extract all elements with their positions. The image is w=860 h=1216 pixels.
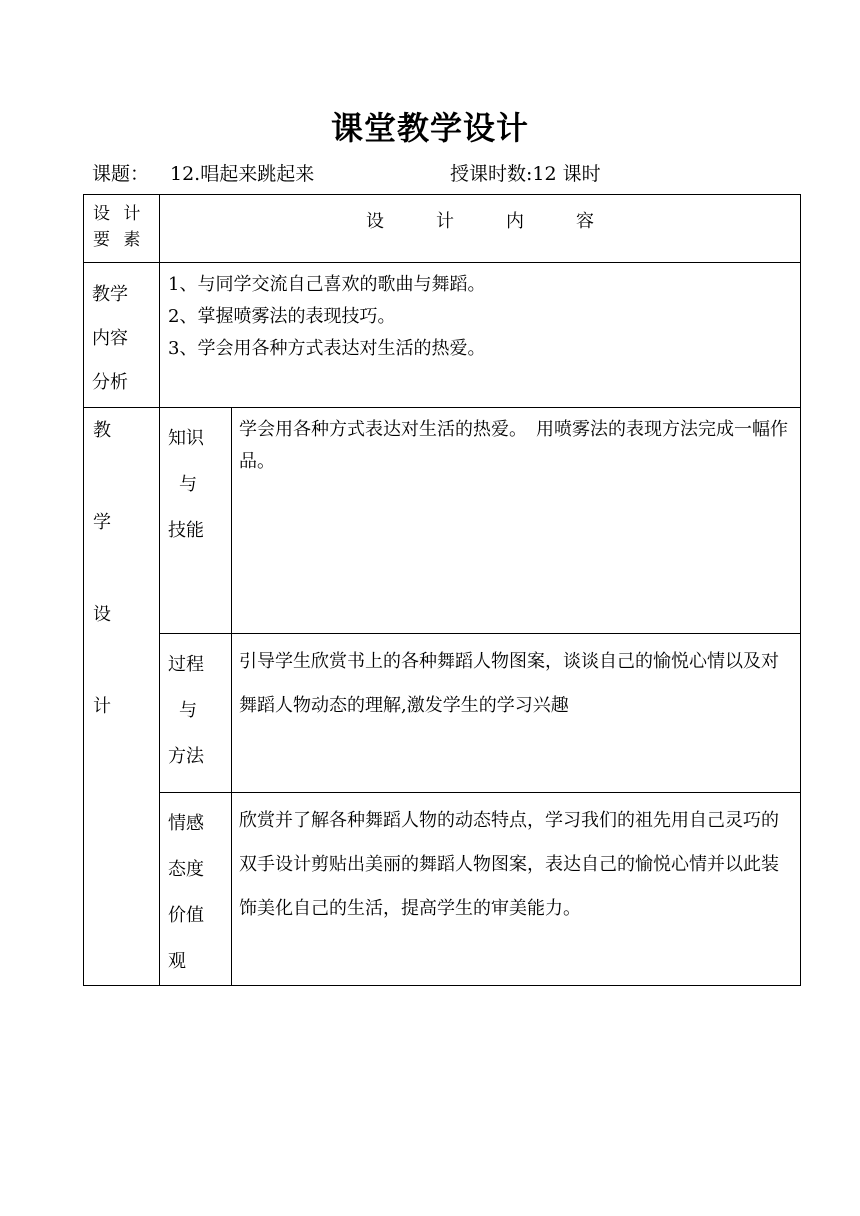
sub-label-line: 价值 [168,905,204,926]
topic-value: 12.唱起来跳起来 [170,163,315,185]
design-label-char: 学 [93,512,111,533]
lesson-hours: 授课时数:12 课时 [450,163,601,185]
analysis-item: 1、与同学交流自己喜欢的歌曲与舞蹈。 [168,274,486,295]
attitude-values-label [160,793,232,986]
teaching-design-label [84,408,160,986]
knowledge-skills-label [160,408,232,634]
attitude-values-content: 欣赏并了解各种舞蹈人物的动态特点，学习我们的祖先用自己灵巧的双手设计剪贴出美丽的舞蹈人物图案，表达自己的愉悦心情并以此装饰美化自己的生活，提高学生的审美能力。 [232,793,801,986]
design-label-char: 教 [93,420,111,441]
lesson-design-table [83,194,801,986]
analysis-item: 2、掌握喷雾法的表现技巧。 [168,306,396,327]
process-method-content: 引导学生欣赏书上的各种舞蹈人物图案，谈谈自己的愉悦心情以及对舞蹈人物动态的理解,激发学生的学习兴趣 [232,634,801,793]
topic-label: 课题： [92,163,150,185]
sub-label-line: 与 [179,474,197,495]
attitude-row [84,793,801,986]
design-element-header [84,195,160,263]
sub-label-line: 观 [168,951,186,972]
sub-label-line: 知识 [168,428,204,449]
sub-label-line: 与 [179,700,197,721]
design-content-header: 设计内容 [160,195,801,263]
design-element-line: 要 素 [93,230,145,250]
analysis-content [160,263,801,408]
sub-label-line: 方法 [168,746,204,767]
sub-label-line: 态度 [168,859,204,880]
analysis-row [84,263,801,408]
sub-label-line: 情感 [168,813,204,834]
design-label-char: 设 [93,604,111,625]
knowledge-skills-content: 学会用各种方式表达对生活的热爱。 用喷雾法的表现方法完成一幅作品。 [232,408,801,634]
analysis-label-line: 教学 [92,284,128,305]
design-label-char: 计 [93,696,111,717]
process-method-label [160,634,232,793]
process-row [84,634,801,793]
page-title: 课堂教学设计 [330,109,529,147]
analysis-label [84,263,160,408]
sub-label-line: 过程 [168,654,204,675]
analysis-label-line: 内容 [92,328,128,349]
analysis-label-line: 分析 [92,372,128,393]
analysis-item: 3、学会用各种方式表达对生活的热爱。 [168,338,486,359]
table-header-row [84,195,801,263]
design-element-line: 设 计 [93,204,145,224]
knowledge-row [84,408,801,634]
sub-label-line: 技能 [168,520,204,541]
